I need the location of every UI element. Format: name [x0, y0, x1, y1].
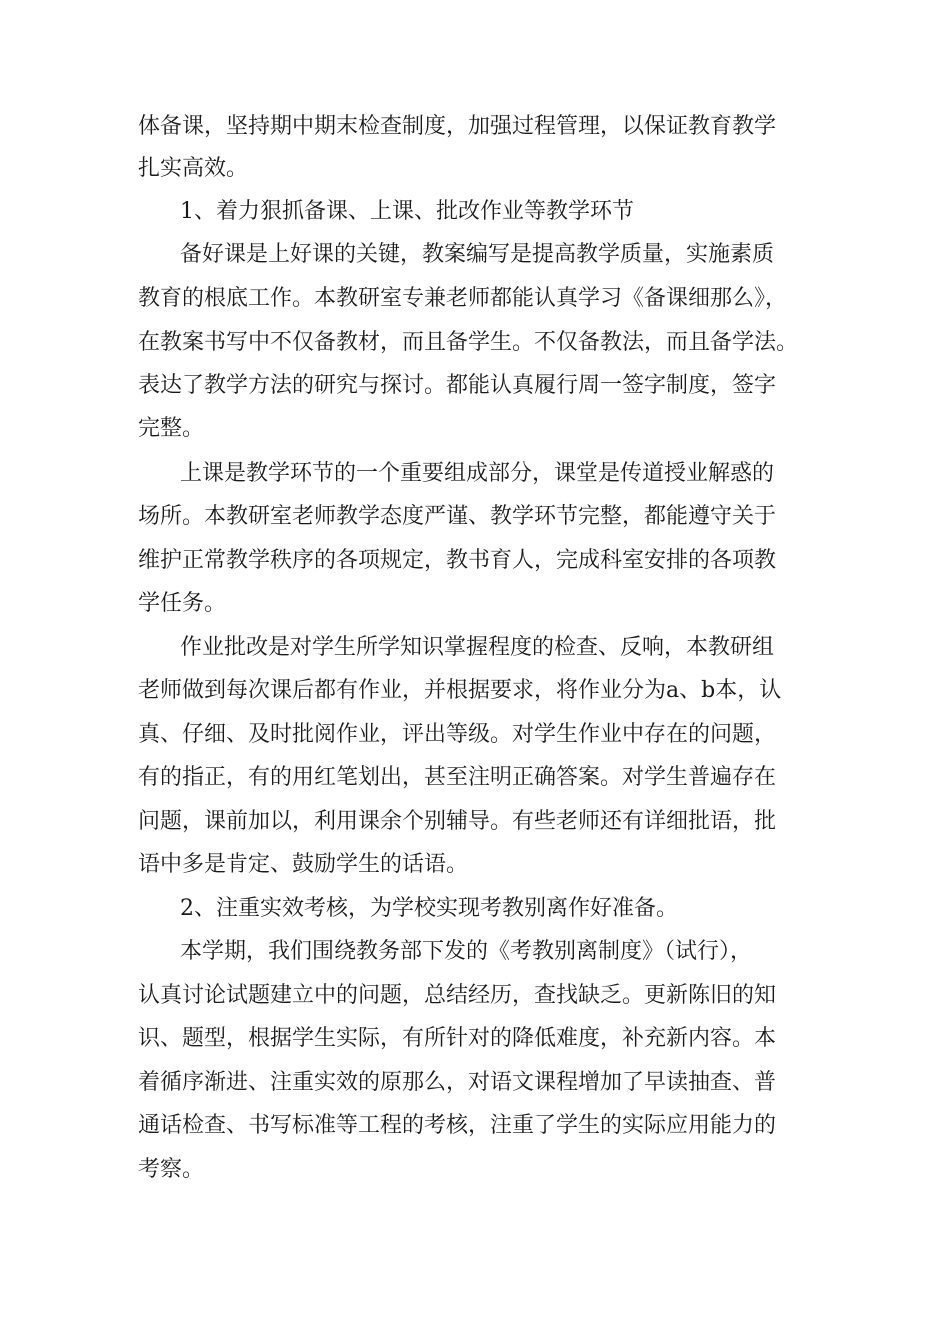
text-line: 教育的根底工作。本教研室专兼老师都能认真学习《备课细那么》， [138, 286, 788, 311]
text-line: 完整。 [138, 416, 205, 441]
text-line: 本学期，我们围绕教务部下发的《考教别离制度》（试行）， [180, 939, 753, 964]
text-line: 老师做到每次课后都有作业，并根据要求，将作业分为a、b本，认 [138, 678, 782, 703]
text-line: 真、仔细、及时批阅作业，评出等级。对学生作业中存在的问题， [138, 722, 777, 747]
text-line: 着循序渐进、注重实效的原那么，对语文课程增加了早读抽查、普 [138, 1070, 777, 1095]
text-line: 上课是教学环节的一个重要组成部分，课堂是传道授业解惑的 [180, 461, 775, 486]
text-line: 场所。本教研室老师教学态度严谨、教学环节完整，都能遵守关于 [138, 504, 777, 529]
text-line: 体备课，坚持期中期末检查制度，加强过程管理，以保证教育教学 [138, 114, 777, 139]
text-line: 认真讨论试题建立中的问题，总结经历，查找缺乏。更新陈旧的知 [138, 983, 777, 1008]
text-line: 问题，课前加以，利用课余个别辅导。有些老师还有详细批语，批 [138, 809, 777, 834]
section-heading: 2、注重实效考核，为学校实现考教别离作好准备。 [180, 896, 678, 921]
text-line: 扎实高效。 [138, 156, 249, 181]
text-line: 维护正常教学秩序的各项规定，教书育人，完成科室安排的各项教 [138, 548, 777, 573]
text-line: 语中多是肯定、鼓励学生的话语。 [138, 852, 469, 877]
text-line: 学任务。 [138, 591, 227, 616]
text-line: 在教案书写中不仅备教材，而且备学生。不仅备教法，而且备学法。 [138, 330, 799, 355]
text-line: 通话检查、书写标准等工程的考核，注重了学生的实际应用能力的 [138, 1113, 777, 1138]
text-line: 识、题型，根据学生实际，有所针对的降低难度，补充新内容。本 [138, 1026, 777, 1051]
text-line: 备好课是上好课的关键，教案编写是提高教学质量，实施素质 [180, 242, 775, 267]
text-line: 有的指正，有的用红笔划出，甚至注明正确答案。对学生普遍存在 [138, 765, 777, 790]
text-line: 表达了教学方法的研究与探讨。都能认真履行周一签字制度，签字 [138, 373, 777, 398]
text-line: 考察。 [138, 1157, 205, 1182]
section-heading: 1、着力狠抓备课、上课、批改作业等教学环节 [180, 199, 634, 224]
text-line: 作业批改是对学生所学知识掌握程度的检查、反响，本教研组 [180, 635, 775, 660]
